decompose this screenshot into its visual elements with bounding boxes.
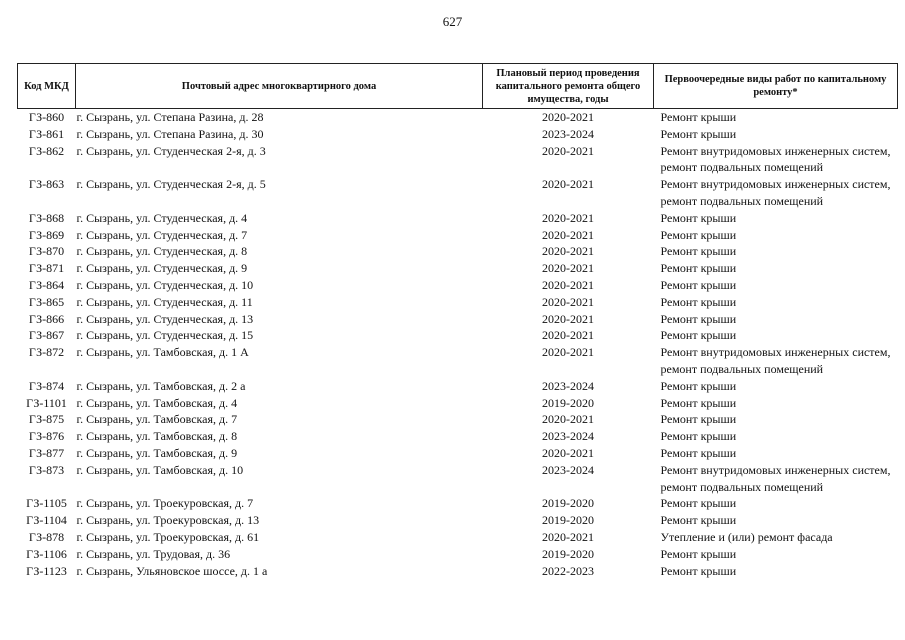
cell-works: Ремонт крыши	[660, 311, 737, 326]
cell-period: 2020-2021	[542, 227, 594, 242]
cell-works: Утепление и (или) ремонт фасада	[660, 529, 833, 544]
cell-works: Ремонт крыши	[660, 429, 737, 444]
cell-period: 2019-2020	[542, 513, 594, 528]
cell-code: ГЗ-872	[28, 345, 65, 360]
table-row	[18, 411, 898, 428]
cell-code: ГЗ-876	[28, 429, 65, 444]
cell-code: ГЗ-877	[28, 445, 65, 460]
cell-address: г. Сызрань, ул. Трудовая, д. 36	[76, 546, 231, 561]
table-row	[18, 378, 898, 395]
table-row	[18, 227, 898, 244]
cell-period: 2020-2021	[542, 412, 594, 427]
cell-period: 2020-2021	[542, 445, 594, 460]
table-row	[18, 395, 898, 412]
cell-works: Ремонт внутридомовых инженерных систем, ремонт подвальных помещений	[660, 462, 891, 494]
cell-code: ГЗ-864	[28, 277, 65, 292]
table-row	[18, 176, 898, 210]
cell-address: г. Сызрань, ул. Тамбовская, д. 4	[76, 395, 238, 410]
cell-address: г. Сызрань, ул. Студенческая, д. 7	[76, 227, 248, 242]
table-row	[18, 546, 898, 563]
cell-code: ГЗ-1105	[26, 496, 67, 511]
cell-works: Ремонт крыши	[660, 546, 737, 561]
table-row	[18, 428, 898, 445]
cell-address: г. Сызрань, ул. Тамбовская, д. 2 а	[76, 378, 246, 393]
cell-address: г. Сызрань, ул. Студенческая, д. 9	[76, 261, 248, 276]
cell-address: г. Сызрань, ул. Тамбовская, д. 1 А	[76, 345, 249, 360]
table-row	[18, 529, 898, 546]
header-address: Почтовый адрес многоквартирного дома	[76, 64, 483, 109]
table-row	[18, 344, 898, 378]
table-row	[18, 243, 898, 260]
table-row	[18, 311, 898, 328]
table-row	[18, 563, 898, 580]
header-period: Плановый период проведения капитального ремонта общего имущества, годы	[483, 64, 654, 109]
cell-code: ГЗ-861	[28, 126, 65, 141]
cell-address: г. Сызрань, ул. Троекуровская, д. 7	[76, 496, 254, 511]
cell-code: ГЗ-863	[28, 177, 65, 192]
cell-period: 2020-2021	[542, 210, 594, 225]
table-row	[18, 445, 898, 462]
table-row	[18, 126, 898, 143]
cell-works: Ремонт внутридомовых инженерных систем, ремонт подвальных помещений	[660, 177, 891, 208]
cell-address: г. Сызрань, ул. Тамбовская, д. 10	[76, 462, 244, 477]
cell-works: Ремонт крыши	[660, 328, 737, 343]
cell-address: г. Сызрань, ул. Тамбовская, д. 9	[76, 445, 238, 460]
cell-code: ГЗ-873	[28, 462, 65, 477]
cell-works: Ремонт крыши	[660, 378, 737, 393]
cell-code: ГЗ-870	[28, 244, 65, 259]
cell-address: г. Сызрань, ул. Троекуровская, д. 13	[76, 513, 260, 528]
cell-period: 2020-2021	[542, 110, 594, 124]
table-row	[18, 327, 898, 344]
cell-code: ГЗ-867	[28, 328, 65, 343]
cell-works: Ремонт крыши	[660, 395, 737, 410]
cell-period: 2020-2021	[542, 177, 594, 192]
cell-code: ГЗ-866	[28, 311, 65, 326]
cell-works: Ремонт крыши	[660, 227, 737, 242]
cell-address: г. Сызрань, ул. Студенческая 2-я, д. 5	[76, 177, 266, 192]
table-header-row	[18, 64, 898, 109]
table-row	[18, 210, 898, 227]
cell-code: ГЗ-878	[28, 529, 65, 544]
cell-address: г. Сызрань, ул. Троекуровская, д. 61	[76, 529, 260, 544]
cell-period: 2020-2021	[542, 311, 594, 326]
cell-works: Ремонт крыши	[660, 126, 737, 141]
cell-code: ГЗ-1106	[26, 546, 67, 561]
cell-address: г. Сызрань, ул. Тамбовская, д. 7	[76, 412, 238, 427]
cell-works: Ремонт крыши	[660, 513, 737, 528]
cell-period: 2020-2021	[542, 345, 594, 360]
cell-works: Ремонт крыши	[660, 110, 737, 124]
cell-period: 2020-2021	[542, 529, 594, 544]
cell-address: г. Сызрань, Ульяновское шоссе, д. 1 а	[76, 563, 268, 578]
cell-address: г. Сызрань, ул. Студенческая, д. 4	[76, 210, 248, 225]
cell-address: г. Сызрань, ул. Степана Разина, д. 28	[76, 110, 264, 124]
cell-period: 2020-2021	[542, 294, 594, 309]
cell-works: Ремонт внутридомовых инженерных систем, ремонт подвальных помещений	[660, 345, 891, 376]
cell-period: 2019-2020	[542, 496, 594, 511]
cell-address: г. Сызрань, ул. Студенческая, д. 13	[76, 311, 254, 326]
header-works: Первоочередные виды работ по капитальному ремонту*	[654, 64, 898, 109]
cell-works: Ремонт крыши	[660, 210, 737, 225]
table-row	[18, 109, 898, 126]
cell-period: 2019-2020	[542, 395, 594, 410]
cell-period: 2023-2024	[542, 378, 594, 393]
cell-code: ГЗ-860	[28, 110, 65, 124]
cell-address: г. Сызрань, ул. Студенческая 2-я, д. 3	[76, 143, 266, 158]
cell-works: Ремонт крыши	[660, 496, 737, 511]
cell-code: ГЗ-862	[28, 143, 65, 158]
cell-code: ГЗ-1104	[26, 513, 67, 528]
cell-works: Ремонт крыши	[660, 261, 737, 276]
cell-works: Ремонт крыши	[660, 445, 737, 460]
cell-period: 2020-2021	[542, 277, 594, 292]
cell-period: 2023-2024	[542, 429, 594, 444]
cell-works: Ремонт крыши	[660, 277, 737, 292]
cell-code: ГЗ-869	[28, 227, 65, 242]
cell-period: 2020-2021	[542, 328, 594, 343]
table-row	[18, 277, 898, 294]
cell-works: Ремонт крыши	[660, 244, 737, 259]
cell-period: 2020-2021	[542, 261, 594, 276]
repair-schedule-table	[17, 63, 898, 579]
cell-code: ГЗ-874	[28, 378, 65, 393]
table-row	[18, 512, 898, 529]
cell-period: 2022-2023	[542, 563, 594, 578]
cell-code: ГЗ-1123	[26, 563, 67, 578]
cell-works: Ремонт крыши	[660, 412, 737, 427]
cell-address: г. Сызрань, ул. Тамбовская, д. 8	[76, 429, 238, 444]
cell-period: 2020-2021	[542, 244, 594, 259]
cell-address: г. Сызрань, ул. Студенческая, д. 15	[76, 328, 254, 343]
cell-period: 2020-2021	[542, 143, 594, 158]
header-code: Код МКД	[18, 64, 76, 109]
cell-code: ГЗ-871	[28, 261, 65, 276]
table-row	[18, 260, 898, 277]
cell-code: ГЗ-868	[28, 210, 65, 225]
table-body	[18, 109, 898, 580]
cell-code: ГЗ-875	[28, 412, 65, 427]
cell-works: Ремонт внутридомовых инженерных систем, ремонт подвальных помещений	[660, 143, 891, 175]
cell-works: Ремонт крыши	[660, 294, 737, 309]
cell-address: г. Сызрань, ул. Студенческая, д. 8	[76, 244, 248, 259]
cell-address: г. Сызрань, ул. Студенческая, д. 11	[76, 294, 253, 309]
cell-address: г. Сызрань, ул. Степана Разина, д. 30	[76, 126, 264, 141]
page-number: 627	[442, 14, 463, 29]
cell-address: г. Сызрань, ул. Студенческая, д. 10	[76, 277, 254, 292]
table-row	[18, 294, 898, 311]
cell-period: 2023-2024	[542, 462, 594, 477]
cell-period: 2019-2020	[542, 546, 594, 561]
cell-period: 2023-2024	[542, 126, 594, 141]
table-row	[18, 462, 898, 496]
table-row	[18, 495, 898, 512]
cell-code: ГЗ-1101	[26, 395, 67, 410]
table-row	[18, 143, 898, 177]
cell-code: ГЗ-865	[28, 294, 65, 309]
cell-works: Ремонт крыши	[660, 563, 737, 578]
